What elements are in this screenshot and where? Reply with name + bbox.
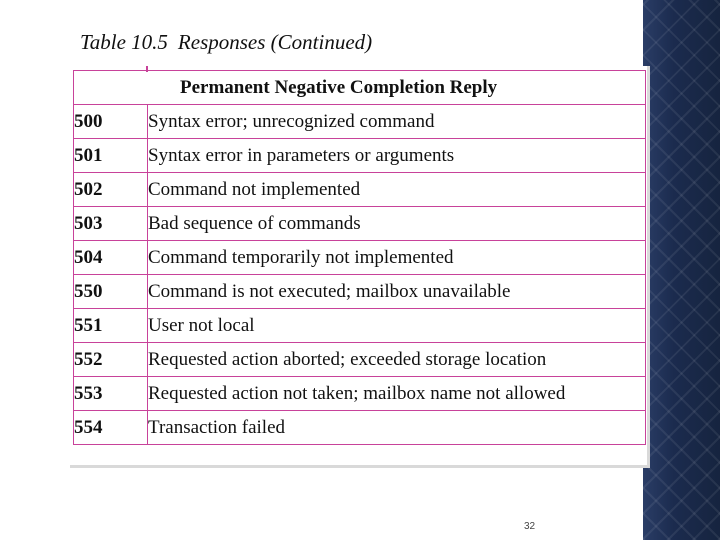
reply-description: Requested action not taken; mailbox name not allowed bbox=[148, 377, 646, 411]
table-row bbox=[74, 343, 646, 377]
reply-description: Command not implemented bbox=[148, 173, 646, 207]
table-header-row bbox=[74, 71, 646, 105]
reply-code: 554 bbox=[74, 411, 148, 445]
reply-description: Syntax error; unrecognized command bbox=[148, 105, 646, 139]
table-row bbox=[74, 207, 646, 241]
table-body bbox=[74, 105, 646, 445]
table-row bbox=[74, 139, 646, 173]
response-codes-table bbox=[73, 70, 646, 445]
reply-description: Syntax error in parameters or arguments bbox=[148, 139, 646, 173]
table-header: Permanent Negative Completion Reply bbox=[74, 71, 646, 105]
table-row bbox=[74, 309, 646, 343]
reply-description: Command temporarily not implemented bbox=[148, 241, 646, 275]
reply-code: 501 bbox=[74, 139, 148, 173]
reply-description: User not local bbox=[148, 309, 646, 343]
reply-description: Transaction failed bbox=[148, 411, 646, 445]
table-row bbox=[74, 173, 646, 207]
reply-code: 552 bbox=[74, 343, 148, 377]
reply-description: Command is not executed; mailbox unavailable bbox=[148, 275, 646, 309]
reply-code: 553 bbox=[74, 377, 148, 411]
table-row bbox=[74, 105, 646, 139]
table-row bbox=[74, 411, 646, 445]
reply-code: 504 bbox=[74, 241, 148, 275]
table-caption bbox=[80, 30, 372, 55]
reply-code: 551 bbox=[74, 309, 148, 343]
page-number: 32 bbox=[524, 521, 536, 532]
reply-code: 500 bbox=[74, 105, 148, 139]
reply-description: Requested action aborted; exceeded storage location bbox=[148, 343, 646, 377]
response-table-container bbox=[70, 66, 650, 468]
table-row bbox=[74, 275, 646, 309]
table-row bbox=[74, 241, 646, 275]
reply-code: 502 bbox=[74, 173, 148, 207]
table-caption-number: Table 10.5 bbox=[80, 30, 168, 54]
table-row bbox=[74, 377, 646, 411]
decorative-side-band bbox=[643, 0, 720, 540]
reply-code: 550 bbox=[74, 275, 148, 309]
reply-description: Bad sequence of commands bbox=[148, 207, 646, 241]
reply-code: 503 bbox=[74, 207, 148, 241]
table-caption-text: Responses (Continued) bbox=[177, 30, 373, 54]
